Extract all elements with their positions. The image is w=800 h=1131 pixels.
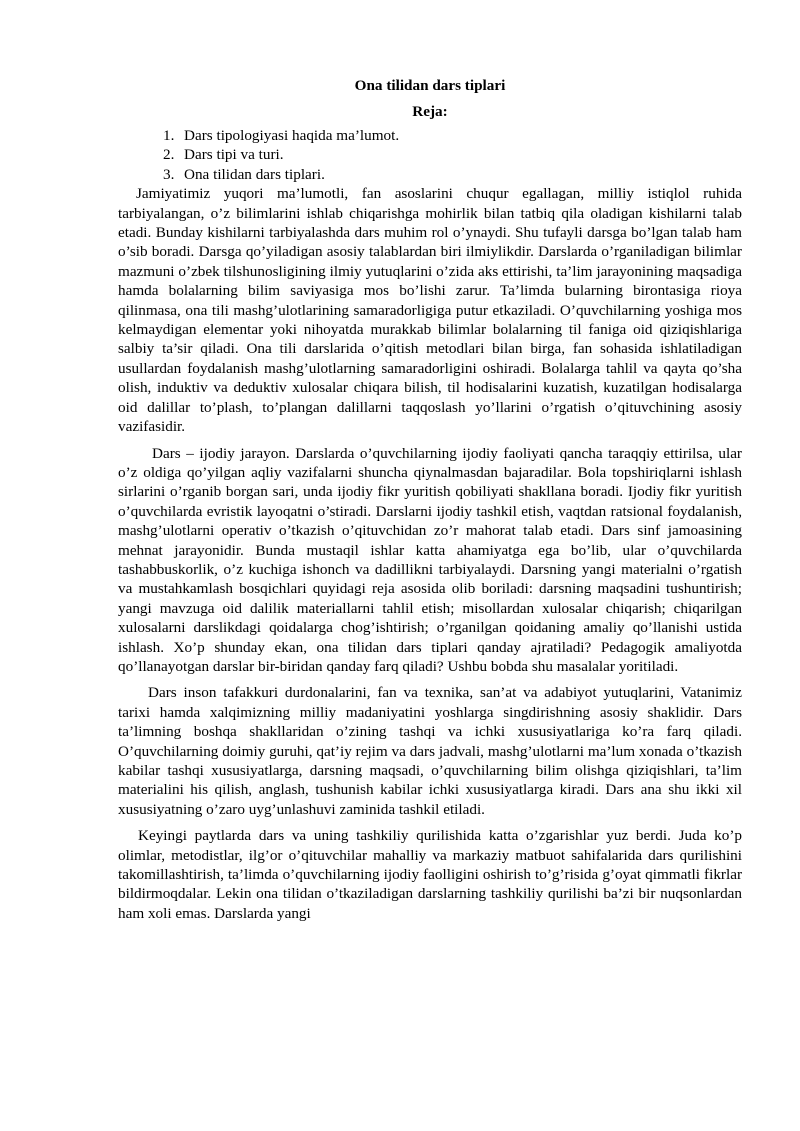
plan-item xyxy=(163,145,742,164)
paragraph: Dars – ijodiy jarayon. Darslarda o’quvchilarning ijodiy faoliyati qancha taraqqiy ettirilsa, ular o’z oldiga qo’yilgan aqliy vazifalarni shuncha qiynalmasdan bajaradilar. Bola topshiriqlarni ishlash sirlarini o’rganib borgan sari, unda ijodiy fikr yuritish qobiliyati shakllana boradi. Ijodiy fikr yuritish o’quvchilarda evristik layoqatni o’stiradi. Darslarni ijodiy tashkil etish, vaqtdan ratsional foydalanish, mashg’ulotlarni operativ o’tkazish o’qituvchidan zo’r mahorat talab etadi. Dars sinf jamoasining mehnat jarayonidir. Bunda mustaqil ishlar katta ahamiyatga ega bo’lib, ular o’quvchilarda tashabbuskorlik, o’z kuchiga ishonch va dadillikni tarbiyalaydi. Darsning yangi materialni o’rgatish va mustahkamlash bosqichlari quyidagi reja asosida olib boriladi: darsning maqsadini tushuntirish; yangi mavzuga oid dalilik materiallarni tahlil etish; misollardan xulosalar chiqarish; chiqarilgan xulosalarni darslikdagi qoidalarga chog’ishtirish; o’rganilgan qoidaning amaliy qo’llanishi ustida ishlash. Xo’p shunday ekan, ona tilidan dars tiplari qanday ajratiladi? Pedagogik amaliyotda qo’llanayotgan darslar bir-biridan qanday farq qiladi? Ushbu bobda shu masalalar yoritiladi. xyxy=(118,444,742,675)
plan-item-text: Ona tilidan dars tiplari. xyxy=(184,165,325,183)
plan-item-number: 2. xyxy=(163,146,175,164)
paragraph: Dars inson tafakkuri durdonalarini, fan va texnika, san’at va adabiyot yutuqlarini, Vatanimiz tarixi hamda xalqimizning milliy madaniyatini yoshlarga singdirishning asosiy shaklidir. Dars ta’limning boshqa shakllaridan o’zining tashqi va ichki xususiyatlariga ko’ra farq qiladi. O’quvchilarning doimiy guruhi, qat’iy rejim va dars jadvali, mashg’ulotlarni ma’lum xonada o’tkazish kabilar tashqi xususiyatlarga, darsning maqsadi, o’quvchilarning bilim olishga qiziqishlari, ta’lim materialini his qilish, anglash, tushunish kabilar ichki xususiyatlarga kiradi. Dars ana shu ikki xil xususiyatning o’zaro uyg’unlashuvi zaminida tashkil etiladi. xyxy=(118,684,742,818)
plan-list xyxy=(118,126,742,184)
plan-item-number: 1. xyxy=(163,127,175,144)
document-title: Ona tilidan dars tiplari xyxy=(354,77,506,94)
plan-item-number: 3. xyxy=(163,165,175,183)
plan-heading: Reja: xyxy=(412,103,448,120)
plan-item-text: Dars tipi va turi. xyxy=(184,146,284,164)
plan-item-text: Dars tipologiyasi haqida ma’lumot. xyxy=(184,127,400,144)
paragraph: Jamiyatimiz yuqori ma’lumotli, fan asoslarini chuqur egallagan, milliy istiqlol ruhida tarbiyalangan, o’z bilimlarini ishlab chiqarishga mohirlik bilan tatbiq qila oladigan kishilarni talab etadi. Bunday kishilarni tarbiyalashda dars muhim rol o’ynaydi. Shu tufayli darsga bo’lgan talab ham o’sib boradi. Darsga qo’yiladigan asosiy talablardan biri ilmiylikdir. Darslarda o’rganiladigan bilimlar mazmuni o’zbek tilshunosligining ilmiy yutuqlarini o’zida aks ettirishi, ta’lim jarayonining maqsadiga hamda bolalarning bilim saviyasiga mos bo’lishi zarur. Ta’limda bularning birontasiga rioya qilinmasa, ona tili mashg’ulotlarining samaradorligiga putur etkaziladi. O’quvchilarning yoshiga mos kelmaydigan elementar yoki nihoyatda murakkab bilimlar bolalarning til faniga oid qiziqishlariga salbiy ta’sir qiladi. Ona tili darslarida o’qitish metodlari bilan birga, fan sohasida ishlatiladigan usullardan foydalanish mashg’ulotlarning samaradorligini oshiradi. Bolalarga tahlil va qayta qo’sha olish, induktiv va deduktiv xulosalar chiqara bilish, til hodisalarini kuzatish, kuzatilgan hodisalarga oid dalillar to’plash, to’plangan dalillarni taqqoslash yo’llarini o’rgatish o’qituvchining asosiy vazifasidir. xyxy=(118,185,742,436)
paragraph: Keyingi paytlarda dars va uning tashkiliy qurilishida katta o’zgarishlar yuz berdi. Juda ko’p olimlar, metodistlar, ilg’or o’qituvchilar mahalliy va markaziy matbuot sahifalarida dars qurilishini takomillashtirish, ta’limda o’quvchilarning ijodiy faolligini oshirish to’g’risida g’oyat qimmatli fikrlar bildirmoqdalar. Lekin ona tilidan o’tkaziladigan darslarning tashkiliy qurilishi ba’zi bir nuqsonlardan ham xoli emas. Darslarda yangi xyxy=(118,827,742,922)
plan-item xyxy=(163,165,742,184)
document-body xyxy=(118,76,742,923)
plan-item xyxy=(163,126,742,145)
